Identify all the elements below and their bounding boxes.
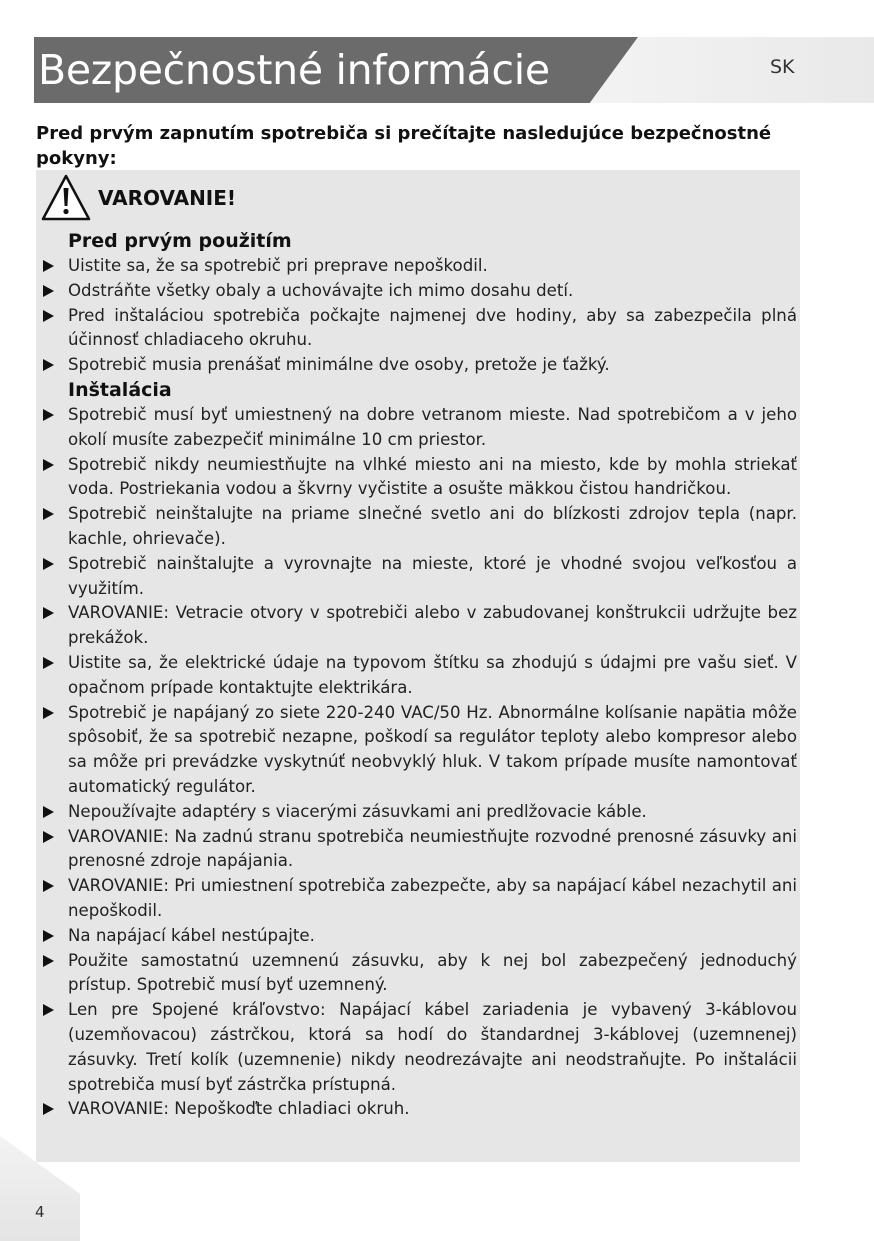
list-item-text: Spotrebič neinštalujte na priame slnečné svetlo ani do blízkosti zdrojov tepla (napr. kachle, ohrievače). (68, 504, 797, 548)
list-item-text: Spotrebič nikdy neumiestňujte na vlhké miesto ani na miesto, kde by mohla striekať voda. Postriekania vodou a škvrny vyčistite a osušte mäkkou čistou handričkou. (68, 454, 797, 499)
list-item-text: VAROVANIE: Nepoškoďte chladiaci okruh. (68, 1099, 410, 1119)
first-use-list (40, 254, 797, 378)
bullet-arrow-icon (43, 880, 54, 892)
bullet-arrow-icon (43, 707, 54, 719)
list-item-text: Uistite sa, že elektrické údaje na typovom štítku sa zhodujú s údajmi pre vašu sieť. V opačnom prípade kontaktujte elektrikára. (68, 652, 797, 697)
warning-heading (40, 173, 236, 223)
list-item (40, 403, 797, 453)
list-item-text: VAROVANIE: Pri umiestnení spotrebiča zabezpečte, aby sa napájací kábel nezachytil ani nepoškodil. (68, 876, 797, 920)
bullet-arrow-icon (43, 459, 54, 471)
list-item (40, 800, 797, 825)
bullet-arrow-icon (43, 657, 54, 669)
list-item (40, 998, 797, 1097)
safety-content (40, 229, 797, 1122)
list-item (40, 949, 797, 999)
bullet-arrow-icon (43, 1004, 54, 1016)
bullet-arrow-icon (43, 831, 54, 843)
list-item (40, 453, 797, 503)
language-code: SK (770, 56, 795, 78)
bullet-arrow-icon (43, 285, 54, 297)
list-item-text: Uistite sa, že sa spotrebič pri preprave nepoškodil. (68, 256, 488, 275)
bullet-arrow-icon (43, 558, 54, 570)
list-item (40, 651, 797, 701)
page-number: 4 (35, 1203, 45, 1221)
list-item (40, 279, 797, 304)
list-item (40, 825, 797, 875)
list-item (40, 353, 797, 378)
list-item (40, 701, 797, 800)
list-item-text: Pred inštaláciou spotrebiča počkajte najmenej dve hodiny, aby sa zabezpečila plná účinnosť chladiaceho okruhu. (68, 305, 797, 350)
list-item-text: Spotrebič je napájaný zo siete 220-240 VAC/50 Hz. Abnormálne kolísanie napätia môže spôsobiť, že sa spotrebič nezapne, poškodí sa regulátor teploty alebo kompresor alebo sa môže pri prevádzke vyskytnúť neobvyklý hluk. V takom prípade musíte namontovať automatický regulátor. (68, 702, 797, 796)
bullet-arrow-icon (43, 955, 54, 967)
bullet-arrow-icon (43, 1103, 54, 1115)
list-item (40, 502, 797, 552)
installation-list (40, 403, 797, 1122)
bullet-arrow-icon (43, 607, 54, 619)
bullet-arrow-icon (43, 508, 54, 520)
list-item-text: Spotrebič nainštalujte a vyrovnajte na mieste, ktoré je vhodné svojou veľkosťou a využitím. (68, 553, 797, 598)
bullet-arrow-icon (43, 930, 54, 942)
list-item (40, 254, 797, 279)
list-item (40, 1097, 797, 1122)
list-item (40, 924, 797, 949)
list-item-text: Spotrebič musí byť umiestnený na dobre vetranom mieste. Nad spotrebičom a v jeho okolí musíte zabezpečiť minimálne 10 cm priestor. (68, 404, 797, 449)
bullet-arrow-icon (43, 806, 54, 818)
list-item (40, 304, 797, 354)
bullet-arrow-icon (43, 310, 54, 322)
list-item-text: Nepoužívajte adaptéry s viacerými zásuvkami ani predlžovacie káble. (68, 801, 647, 821)
list-item-text: Spotrebič musia prenášať minimálne dve osoby, pretože je ťažký. (68, 355, 610, 375)
bullet-arrow-icon (43, 260, 54, 272)
list-item-text: VAROVANIE: Na zadnú stranu spotrebiča neumiestňujte rozvodné prenosné zásuvky ani prenosné zdroje napájania. (68, 826, 797, 871)
list-item-text: Použite samostatnú uzemnenú zásuvku, aby k nej bol zabezpečený jednoduchý prístup. Spotrebič musí byť uzemnený. (68, 950, 797, 995)
list-item-text: Na napájací kábel nestúpajte. (68, 925, 315, 945)
list-item (40, 874, 797, 924)
section-title-first-use: Pred prvým použitím (68, 230, 292, 252)
section-title-installation: Inštalácia (68, 378, 172, 401)
list-item-text: Odstráňte všetky obaly a uchovávajte ich mimo dosahu detí. (68, 280, 574, 300)
list-item-text: VAROVANIE: Vetracie otvory v spotrebiči alebo v zabudovanej konštrukcii udržujte bez prekážok. (68, 603, 797, 648)
warning-label: VAROVANIE! (98, 186, 237, 210)
bullet-arrow-icon (43, 409, 54, 421)
page-title: Bezpečnostné informácie (38, 46, 550, 94)
warning-triangle-icon (40, 173, 92, 223)
list-item (40, 601, 797, 651)
bullet-arrow-icon (43, 359, 54, 371)
list-item (40, 552, 797, 602)
list-item-text: Len pre Spojené kráľovstvo: Napájací kábel zariadenia je vybavený 3-káblovou (uzemňovacou) zástrčkou, ktorá sa hodí do štandardnej 3-káblovej (uzemnenej) zásuvky. Tretí kolík (uzemnenie) nikdy neodrezávajte ani neodstraňujte. Po inštalácii spotrebiča musí byť zástrčka prístupná. (68, 1000, 797, 1094)
intro-text: Pred prvým zapnutím spotrebiča si prečítajte nasledujúce bezpečnostné pokyny: (36, 123, 772, 169)
